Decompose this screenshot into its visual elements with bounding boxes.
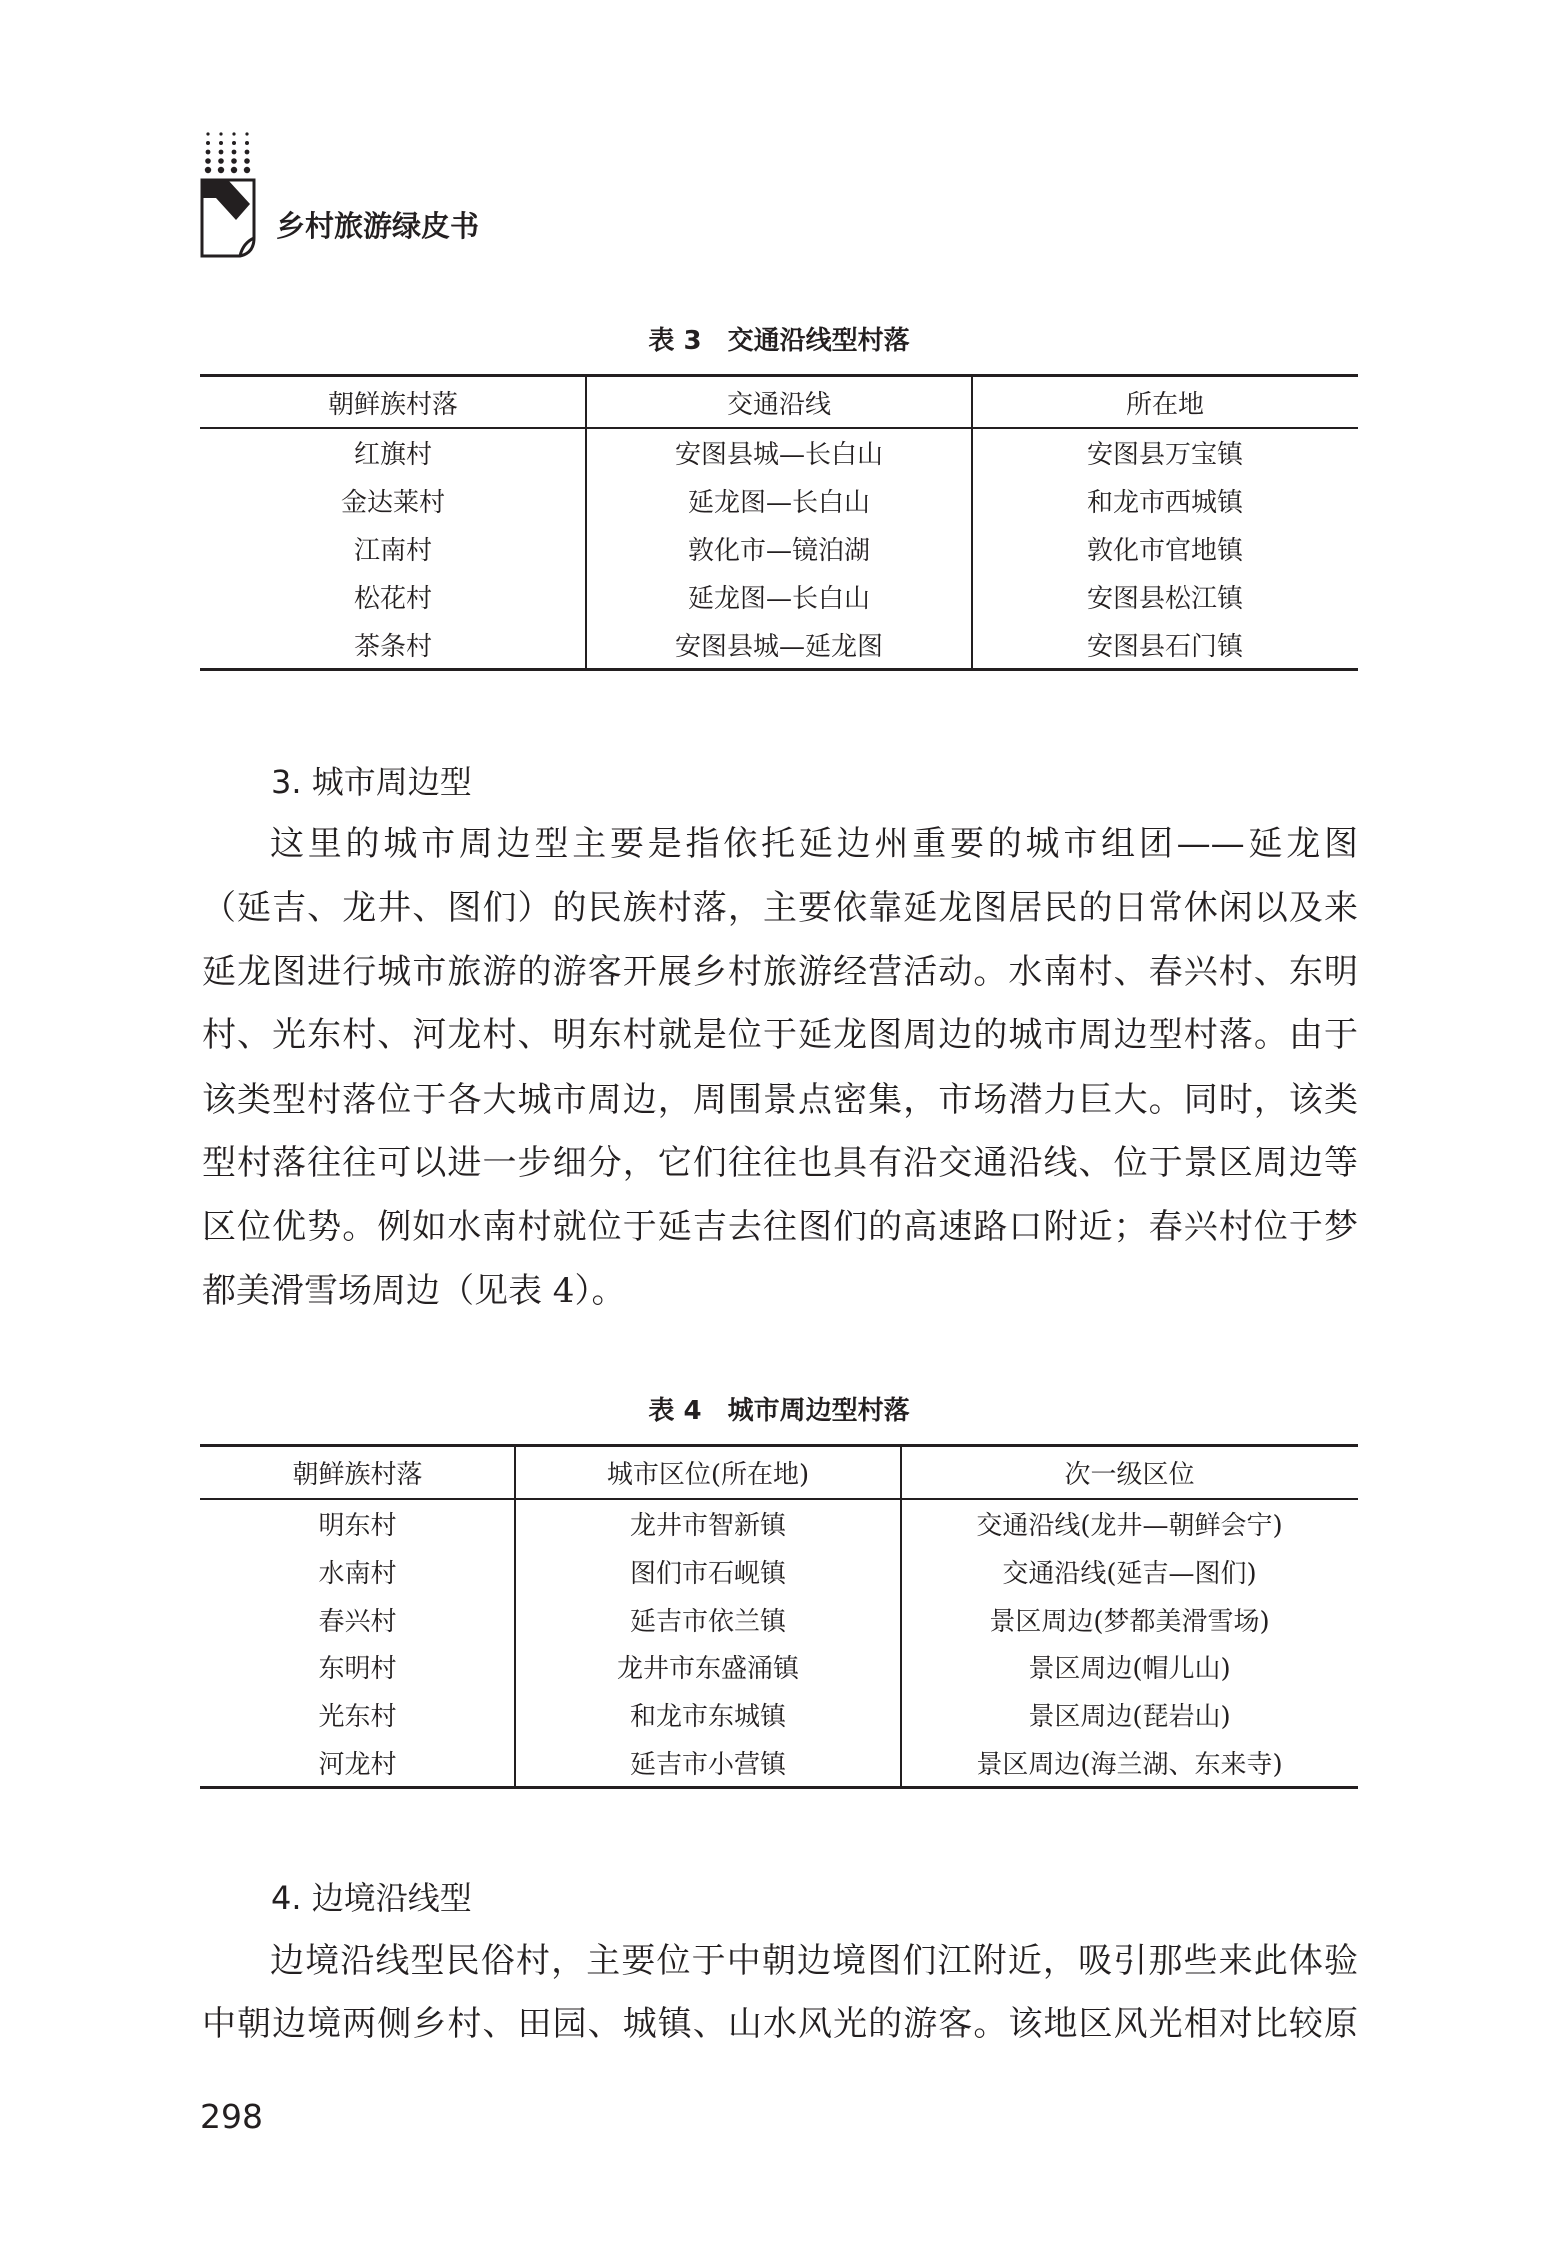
table-3 — [200, 374, 1358, 671]
table-row — [200, 1595, 1358, 1643]
table-row — [200, 429, 1358, 477]
book-series-title: 乡村旅游绿皮书 — [276, 209, 480, 243]
table-row — [200, 620, 1358, 668]
column-header: 城市区位(所在地) — [606, 1460, 810, 1490]
table-cell: 图们市石岘镇 — [629, 1558, 786, 1589]
paragraph-line: 村、光东村、河龙村、明东村就是位于延龙图周边的城市周边型村落。由于 — [202, 1015, 1358, 1055]
paragraph-line: 边境沿线型民俗村，主要位于中朝边境图们江附近，吸引那些来此体验 — [270, 1941, 1358, 1981]
table-cell: 安图县石门镇 — [1086, 631, 1243, 662]
section-3-heading: 3. 城市周边型 — [271, 763, 472, 801]
table-cell: 和龙市东城镇 — [629, 1701, 786, 1732]
table-row — [200, 525, 1358, 573]
table-header-row — [200, 377, 1358, 429]
table-row — [200, 1738, 1358, 1786]
table-cell: 敦化市—镜泊湖 — [687, 535, 870, 566]
table-cell: 安图县城—长白山 — [674, 440, 883, 471]
paragraph-line: 这里的城市周边型主要是指依托延边州重要的城市组团——延龙图 — [270, 824, 1358, 864]
table-row — [200, 1643, 1358, 1691]
column-divider — [514, 1447, 516, 1786]
table-cell: 河龙村 — [318, 1749, 397, 1780]
table-row — [200, 1691, 1358, 1739]
table-3-label: 表 3 — [648, 326, 702, 356]
column-divider — [585, 377, 587, 668]
table-cell: 敦化市官地镇 — [1086, 535, 1243, 566]
table-cell: 明东村 — [318, 1511, 397, 1542]
table-cell: 春兴村 — [318, 1606, 397, 1637]
table-cell: 松花村 — [353, 583, 432, 614]
table-cell: 交通沿线(龙井—朝鲜会宁) — [976, 1511, 1283, 1542]
column-divider — [900, 1447, 902, 1786]
table-cell: 安图县松江镇 — [1086, 583, 1243, 614]
table-row — [200, 1548, 1358, 1596]
table-cell: 龙井市东盛涌镇 — [616, 1654, 799, 1685]
table-cell: 金达莱村 — [340, 488, 445, 519]
table-cell: 光东村 — [318, 1701, 397, 1732]
table-row — [200, 477, 1358, 525]
table-3-title — [200, 323, 1358, 359]
table-cell: 交通沿线(延吉—图们) — [1002, 1558, 1257, 1589]
column-header: 交通沿线 — [726, 389, 831, 420]
table-row — [200, 1500, 1358, 1548]
table-cell: 茶条村 — [353, 631, 432, 662]
table-4 — [200, 1444, 1358, 1789]
table-cell: 东明村 — [318, 1654, 397, 1685]
table-4-title — [200, 1393, 1358, 1429]
table-cell: 龙井市智新镇 — [629, 1511, 786, 1542]
table-cell: 江南村 — [353, 535, 432, 566]
page-number: 298 — [200, 2097, 263, 2136]
table-cell: 延吉市小营镇 — [629, 1749, 786, 1780]
table-row — [200, 572, 1358, 620]
table-cell: 延龙图—长白山 — [687, 583, 870, 614]
column-divider — [971, 377, 973, 668]
column-header: 朝鲜族村落 — [327, 389, 458, 420]
table-cell: 和龙市西城镇 — [1086, 488, 1243, 519]
table-cell: 景区周边(帽儿山) — [1028, 1654, 1231, 1685]
table-cell: 景区周边(海兰湖、东来寺) — [976, 1749, 1283, 1780]
table-cell: 红旗村 — [353, 440, 432, 471]
series-logo-icon — [196, 126, 266, 266]
paragraph-line: 中朝边境两侧乡村、田园、城镇、山水风光的游客。该地区风光相对比较原 — [202, 2004, 1358, 2044]
table-header-row — [200, 1447, 1358, 1500]
table-cell: 水南村 — [318, 1558, 397, 1589]
table-cell: 安图县万宝镇 — [1086, 440, 1243, 471]
table-3-caption: 交通沿线型村落 — [727, 326, 910, 356]
table-cell: 景区周边(梦都美滑雪场) — [989, 1606, 1270, 1637]
paragraph-line: （延吉、龙井、图们）的民族村落，主要依靠延龙图居民的日常休闲以及来 — [202, 888, 1358, 928]
column-header: 次一级区位 — [1064, 1460, 1195, 1490]
table-4-label: 表 4 — [648, 1396, 702, 1426]
table-cell: 延龙图—长白山 — [687, 488, 870, 519]
paragraph-line: 延龙图进行城市旅游的游客开展乡村旅游经营活动。水南村、春兴村、东明 — [202, 952, 1358, 992]
paragraph-line: 型村落往往可以进一步细分，它们往往也具有沿交通沿线、位于景区周边等 — [202, 1143, 1358, 1183]
table-4-caption: 城市周边型村落 — [727, 1396, 910, 1426]
table-cell: 延吉市依兰镇 — [629, 1606, 786, 1637]
section-4-heading: 4. 边境沿线型 — [271, 1879, 472, 1917]
paragraph-line: 该类型村落位于各大城市周边，周围景点密集，市场潜力巨大。同时，该类 — [202, 1080, 1358, 1120]
table-cell: 景区周边(琵岩山) — [1028, 1701, 1231, 1732]
paragraph-line: 区位优势。例如水南村就位于延吉去往图们的高速路口附近；春兴村位于梦 — [202, 1207, 1358, 1247]
paragraph-line: 都美滑雪场周边（见表 4）。 — [202, 1271, 626, 1311]
column-header: 所在地 — [1125, 389, 1204, 420]
column-header: 朝鲜族村落 — [292, 1460, 423, 1490]
table-cell: 安图县城—延龙图 — [674, 631, 883, 662]
